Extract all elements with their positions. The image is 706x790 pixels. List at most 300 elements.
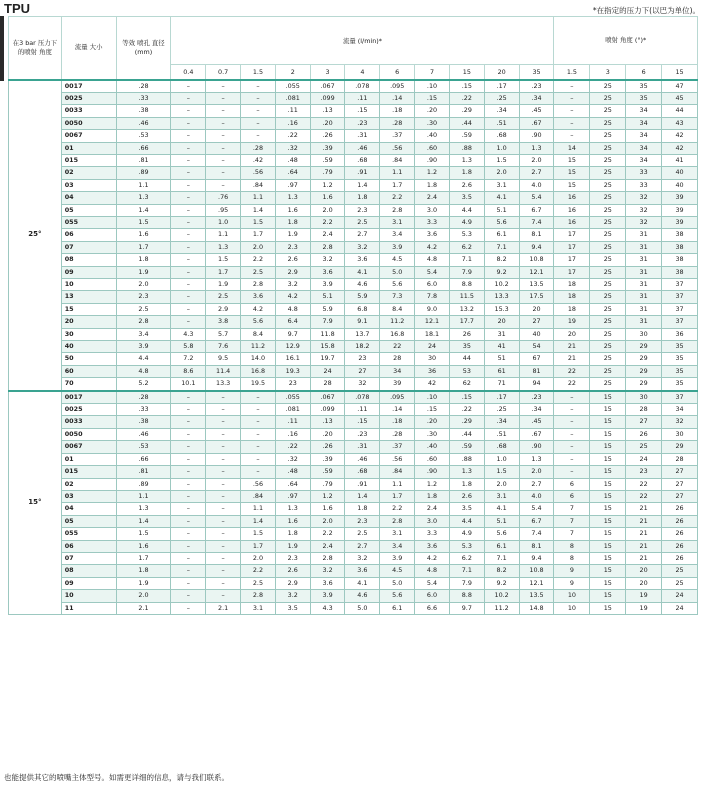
value-cell: .31: [345, 130, 380, 142]
value-cell: –: [171, 216, 206, 228]
value-cell: 23: [345, 353, 380, 365]
value-cell: .68: [484, 130, 519, 142]
value-cell: 24: [662, 590, 698, 602]
value-cell: 1.3: [449, 466, 484, 478]
value-cell: –: [241, 416, 276, 428]
flow-size-cell: 10: [61, 590, 116, 602]
value-cell: 23: [626, 466, 662, 478]
value-cell: .90: [519, 441, 554, 453]
orifice-cell: 1.6: [116, 229, 171, 241]
value-cell: 1.6: [275, 515, 310, 527]
orifice-cell: .33: [116, 404, 171, 416]
value-cell: .84: [241, 179, 276, 191]
value-cell: –: [554, 117, 590, 129]
flow-size-cell: 02: [61, 478, 116, 490]
flow-size-cell: 0017: [61, 391, 116, 404]
value-cell: 8.2: [484, 254, 519, 266]
value-cell: .15: [345, 105, 380, 117]
value-cell: 7.9: [449, 577, 484, 589]
value-cell: –: [554, 92, 590, 104]
value-cell: 7: [554, 515, 590, 527]
value-cell: 4.1: [484, 192, 519, 204]
value-cell: 15: [590, 453, 626, 465]
orifice-cell: 1.4: [116, 515, 171, 527]
value-cell: 3.1: [484, 179, 519, 191]
table-row: [9, 303, 698, 315]
orifice-cell: 2.3: [116, 291, 171, 303]
value-cell: 8.1: [519, 229, 554, 241]
value-cell: 2.7: [345, 540, 380, 552]
table-row: [9, 577, 698, 589]
value-cell: 3.8: [206, 316, 241, 328]
value-cell: 53: [449, 365, 484, 377]
value-cell: 38: [662, 241, 698, 253]
value-cell: 21: [626, 528, 662, 540]
table-row: [9, 142, 698, 154]
value-cell: 1.8: [345, 192, 380, 204]
value-cell: 2.2: [380, 503, 415, 515]
orifice-cell: .46: [116, 117, 171, 129]
value-cell: .22: [449, 92, 484, 104]
flow-size-cell: 055: [61, 528, 116, 540]
orifice-cell: .66: [116, 142, 171, 154]
value-cell: 15: [554, 154, 590, 166]
value-cell: .28: [380, 428, 415, 440]
value-cell: 3.6: [310, 577, 345, 589]
value-cell: 2.2: [241, 565, 276, 577]
value-cell: 7.3: [380, 291, 415, 303]
value-cell: 6.1: [484, 540, 519, 552]
value-cell: 33: [626, 167, 662, 179]
value-cell: –: [206, 478, 241, 490]
table-row: [9, 365, 698, 377]
value-cell: 71: [484, 378, 519, 391]
flow-size-cell: 07: [61, 241, 116, 253]
value-cell: 21: [626, 515, 662, 527]
value-cell: 14.8: [519, 602, 554, 614]
value-cell: .34: [519, 92, 554, 104]
table-row: [9, 441, 698, 453]
flow-size-cell: 04: [61, 192, 116, 204]
value-cell: .51: [484, 428, 519, 440]
value-cell: –: [206, 453, 241, 465]
value-cell: 3.6: [415, 540, 450, 552]
value-cell: 4.3: [310, 602, 345, 614]
flow-size-cell: 0050: [61, 117, 116, 129]
table-row: [9, 353, 698, 365]
value-cell: –: [171, 404, 206, 416]
flow-size-cell: 08: [61, 565, 116, 577]
value-cell: 15.8: [310, 341, 345, 353]
value-cell: 17.5: [519, 291, 554, 303]
value-cell: 16.1: [275, 353, 310, 365]
value-cell: 11.5: [449, 291, 484, 303]
value-cell: 35: [662, 378, 698, 391]
value-cell: 5.0: [345, 602, 380, 614]
value-cell: .67: [519, 428, 554, 440]
value-cell: 3.1: [484, 490, 519, 502]
value-cell: .34: [484, 416, 519, 428]
value-cell: –: [206, 590, 241, 602]
table-row: [9, 466, 698, 478]
value-cell: 5.6: [380, 590, 415, 602]
flow-size-cell: 0050: [61, 428, 116, 440]
flow-size-cell: 70: [61, 378, 116, 391]
value-cell: 15.3: [484, 303, 519, 315]
value-cell: –: [206, 490, 241, 502]
value-cell: 19.3: [275, 365, 310, 377]
value-cell: .20: [415, 105, 450, 117]
value-cell: 5.9: [345, 291, 380, 303]
value-cell: 15: [554, 167, 590, 179]
value-cell: 2.0: [484, 478, 519, 490]
table-row: [9, 279, 698, 291]
value-cell: 1.7: [206, 266, 241, 278]
value-cell: 4.1: [484, 503, 519, 515]
value-cell: 2.2: [380, 192, 415, 204]
value-cell: 7: [554, 528, 590, 540]
orifice-cell: .28: [116, 80, 171, 93]
value-cell: –: [206, 565, 241, 577]
value-cell: 2.5: [345, 528, 380, 540]
value-cell: 34: [626, 117, 662, 129]
value-cell: 5.4: [519, 503, 554, 515]
value-cell: 14: [554, 142, 590, 154]
value-cell: 25: [590, 167, 626, 179]
value-cell: 15: [590, 391, 626, 404]
value-cell: 10.8: [519, 254, 554, 266]
orifice-cell: 2.0: [116, 590, 171, 602]
value-cell: .60: [415, 142, 450, 154]
value-cell: 9.4: [519, 241, 554, 253]
value-cell: 2.5: [206, 291, 241, 303]
value-cell: 20: [626, 577, 662, 589]
value-cell: –: [206, 552, 241, 564]
value-cell: .48: [275, 466, 310, 478]
value-cell: 17: [554, 254, 590, 266]
value-cell: 25: [590, 328, 626, 340]
table-row: [9, 453, 698, 465]
value-cell: 3.1: [241, 602, 276, 614]
value-cell: 7.8: [415, 291, 450, 303]
table-row: [9, 404, 698, 416]
value-cell: .081: [275, 404, 310, 416]
value-cell: 54: [519, 341, 554, 353]
value-cell: 12.1: [519, 577, 554, 589]
value-cell: .37: [380, 130, 415, 142]
value-cell: 27: [662, 478, 698, 490]
value-cell: 11.4: [206, 365, 241, 377]
value-cell: 6.4: [275, 316, 310, 328]
value-cell: –: [554, 441, 590, 453]
value-cell: 15: [590, 565, 626, 577]
value-cell: .59: [449, 130, 484, 142]
table-row: [9, 154, 698, 166]
value-cell: 39: [662, 192, 698, 204]
value-cell: 2.2: [310, 528, 345, 540]
table-row: [9, 341, 698, 353]
value-cell: .44: [449, 117, 484, 129]
value-cell: 5.6: [380, 279, 415, 291]
value-cell: 3.6: [345, 254, 380, 266]
value-cell: 1.8: [415, 179, 450, 191]
value-cell: –: [171, 503, 206, 515]
value-cell: 1.3: [519, 453, 554, 465]
value-cell: –: [206, 142, 241, 154]
value-cell: .20: [310, 117, 345, 129]
value-cell: 26: [662, 540, 698, 552]
spec-table: [8, 16, 698, 615]
value-cell: .11: [345, 92, 380, 104]
value-cell: –: [554, 416, 590, 428]
value-cell: 24: [415, 341, 450, 353]
flow-size-cell: 0025: [61, 404, 116, 416]
orifice-cell: .38: [116, 416, 171, 428]
table-row: [9, 241, 698, 253]
flow-size-cell: 055: [61, 216, 116, 228]
value-cell: .25: [484, 92, 519, 104]
value-cell: 15: [590, 515, 626, 527]
orifice-cell: .81: [116, 154, 171, 166]
value-cell: 4.2: [415, 552, 450, 564]
value-cell: 16.8: [380, 328, 415, 340]
table-row: [9, 428, 698, 440]
value-cell: 25: [626, 441, 662, 453]
value-cell: 13.5: [519, 279, 554, 291]
orifice-cell: 1.3: [116, 503, 171, 515]
value-cell: 25: [590, 216, 626, 228]
value-cell: 20: [484, 316, 519, 328]
value-cell: 27: [345, 365, 380, 377]
value-cell: .88: [449, 142, 484, 154]
orifice-cell: 2.5: [116, 303, 171, 315]
value-cell: 2.9: [206, 303, 241, 315]
value-cell: 15: [590, 577, 626, 589]
table-row: [9, 378, 698, 391]
value-cell: .10: [415, 391, 450, 404]
value-cell: .26: [310, 441, 345, 453]
value-cell: 1.1: [380, 167, 415, 179]
value-cell: 1.3: [275, 503, 310, 515]
value-cell: 34: [626, 142, 662, 154]
value-cell: 11.8: [310, 328, 345, 340]
value-cell: 2.7: [345, 229, 380, 241]
value-cell: 1.2: [310, 490, 345, 502]
table-row: [9, 416, 698, 428]
orifice-cell: .81: [116, 466, 171, 478]
value-cell: .42: [241, 154, 276, 166]
value-cell: –: [171, 154, 206, 166]
value-cell: 26: [449, 328, 484, 340]
value-cell: 2.2: [241, 254, 276, 266]
value-cell: 13.3: [206, 378, 241, 391]
value-cell: –: [206, 404, 241, 416]
value-cell: 8.8: [449, 279, 484, 291]
flow-pressure-header: 2: [275, 65, 310, 80]
table-row: [9, 130, 698, 142]
value-cell: 3.9: [380, 552, 415, 564]
value-cell: .25: [484, 404, 519, 416]
value-cell: 9: [554, 577, 590, 589]
flow-pressure-header: 4: [345, 65, 380, 80]
flow-size-cell: 0033: [61, 416, 116, 428]
value-cell: .17: [484, 80, 519, 93]
value-cell: 2.3: [275, 241, 310, 253]
value-cell: 16.8: [241, 365, 276, 377]
value-cell: .18: [380, 105, 415, 117]
value-cell: 29: [626, 341, 662, 353]
value-cell: .84: [241, 490, 276, 502]
value-cell: 38: [662, 254, 698, 266]
flow-pressure-header: 7: [415, 65, 450, 80]
flow-pressure-header: 0.7: [206, 65, 241, 80]
value-cell: .56: [241, 478, 276, 490]
value-cell: 5.9: [310, 303, 345, 315]
flow-pressure-header: 3: [310, 65, 345, 80]
table-row: [9, 291, 698, 303]
value-cell: –: [206, 391, 241, 404]
value-cell: 17: [554, 229, 590, 241]
value-cell: –: [241, 105, 276, 117]
value-cell: 22: [626, 478, 662, 490]
flow-size-cell: 015: [61, 466, 116, 478]
value-cell: 1.8: [449, 478, 484, 490]
value-cell: .14: [380, 92, 415, 104]
value-cell: 15: [590, 466, 626, 478]
value-cell: .90: [415, 466, 450, 478]
value-cell: 2.6: [449, 490, 484, 502]
value-cell: 31: [626, 241, 662, 253]
value-cell: 41: [484, 341, 519, 353]
flow-size-cell: 20: [61, 316, 116, 328]
value-cell: 4.9: [449, 528, 484, 540]
value-cell: 6: [554, 490, 590, 502]
value-cell: .15: [449, 391, 484, 404]
value-cell: 25: [590, 241, 626, 253]
value-cell: 1.1: [380, 478, 415, 490]
value-cell: –: [171, 490, 206, 502]
value-cell: 6.6: [415, 602, 450, 614]
value-cell: –: [206, 515, 241, 527]
value-cell: 13.5: [519, 590, 554, 602]
value-cell: 4.9: [449, 216, 484, 228]
value-cell: .32: [275, 142, 310, 154]
value-cell: .68: [484, 441, 519, 453]
value-cell: 6.8: [345, 303, 380, 315]
value-cell: .34: [484, 105, 519, 117]
table-row: [9, 490, 698, 502]
flow-size-cell: 05: [61, 515, 116, 527]
value-cell: 4.8: [415, 565, 450, 577]
value-cell: –: [241, 92, 276, 104]
value-cell: –: [554, 453, 590, 465]
flow-size-cell: 09: [61, 577, 116, 589]
value-cell: 1.8: [345, 503, 380, 515]
value-cell: 1.7: [241, 229, 276, 241]
value-cell: 20: [519, 303, 554, 315]
value-cell: .095: [380, 80, 415, 93]
orifice-cell: 4.8: [116, 365, 171, 377]
flow-size-cell: 13: [61, 291, 116, 303]
value-cell: 25: [662, 565, 698, 577]
orifice-cell: 1.7: [116, 241, 171, 253]
orifice-cell: 1.5: [116, 216, 171, 228]
value-cell: 10.1: [171, 378, 206, 391]
value-cell: –: [171, 254, 206, 266]
flow-size-cell: 01: [61, 453, 116, 465]
value-cell: 94: [519, 378, 554, 391]
value-cell: 1.8: [415, 490, 450, 502]
value-cell: 5.6: [484, 216, 519, 228]
value-cell: 16: [554, 204, 590, 216]
value-cell: 22: [554, 365, 590, 377]
value-cell: .16: [275, 428, 310, 440]
value-cell: –: [171, 416, 206, 428]
value-cell: 8.8: [449, 590, 484, 602]
value-cell: 1.0: [206, 216, 241, 228]
table-row: [9, 503, 698, 515]
value-cell: 4.2: [275, 291, 310, 303]
value-cell: 25: [590, 266, 626, 278]
value-cell: 9.5: [206, 353, 241, 365]
value-cell: –: [171, 466, 206, 478]
value-cell: 20: [626, 565, 662, 577]
value-cell: –: [171, 92, 206, 104]
value-cell: –: [206, 130, 241, 142]
value-cell: 26: [662, 503, 698, 515]
value-cell: –: [554, 391, 590, 404]
value-cell: 25: [590, 254, 626, 266]
value-cell: 26: [626, 428, 662, 440]
value-cell: 1.1: [241, 192, 276, 204]
left-accent-bar: [0, 16, 4, 81]
value-cell: .081: [275, 92, 310, 104]
value-cell: 7.1: [484, 552, 519, 564]
value-cell: 1.5: [484, 154, 519, 166]
value-cell: 6.1: [484, 229, 519, 241]
value-cell: 1.4: [241, 204, 276, 216]
value-cell: 1.2: [310, 179, 345, 191]
value-cell: 37: [662, 291, 698, 303]
flow-size-cell: 60: [61, 365, 116, 377]
value-cell: –: [171, 316, 206, 328]
value-cell: 2.6: [275, 565, 310, 577]
value-cell: 1.6: [275, 204, 310, 216]
value-cell: 5.4: [415, 577, 450, 589]
value-cell: 21: [626, 540, 662, 552]
value-cell: 44: [662, 105, 698, 117]
value-cell: 2.0: [310, 204, 345, 216]
value-cell: 2.7: [519, 167, 554, 179]
value-cell: 2.8: [241, 279, 276, 291]
value-cell: 21: [626, 552, 662, 564]
flow-pressure-header: 35: [519, 65, 554, 80]
value-cell: .23: [345, 428, 380, 440]
value-cell: .91: [345, 167, 380, 179]
value-cell: 28: [662, 453, 698, 465]
value-cell: 3.0: [415, 204, 450, 216]
value-cell: .67: [519, 117, 554, 129]
flow-size-cell: 50: [61, 353, 116, 365]
value-cell: 25: [590, 316, 626, 328]
value-cell: 39: [662, 204, 698, 216]
flow-size-cell: 04: [61, 503, 116, 515]
value-cell: 32: [626, 216, 662, 228]
value-cell: –: [241, 441, 276, 453]
value-cell: 9.1: [345, 316, 380, 328]
value-cell: 41: [662, 154, 698, 166]
value-cell: 21: [554, 353, 590, 365]
